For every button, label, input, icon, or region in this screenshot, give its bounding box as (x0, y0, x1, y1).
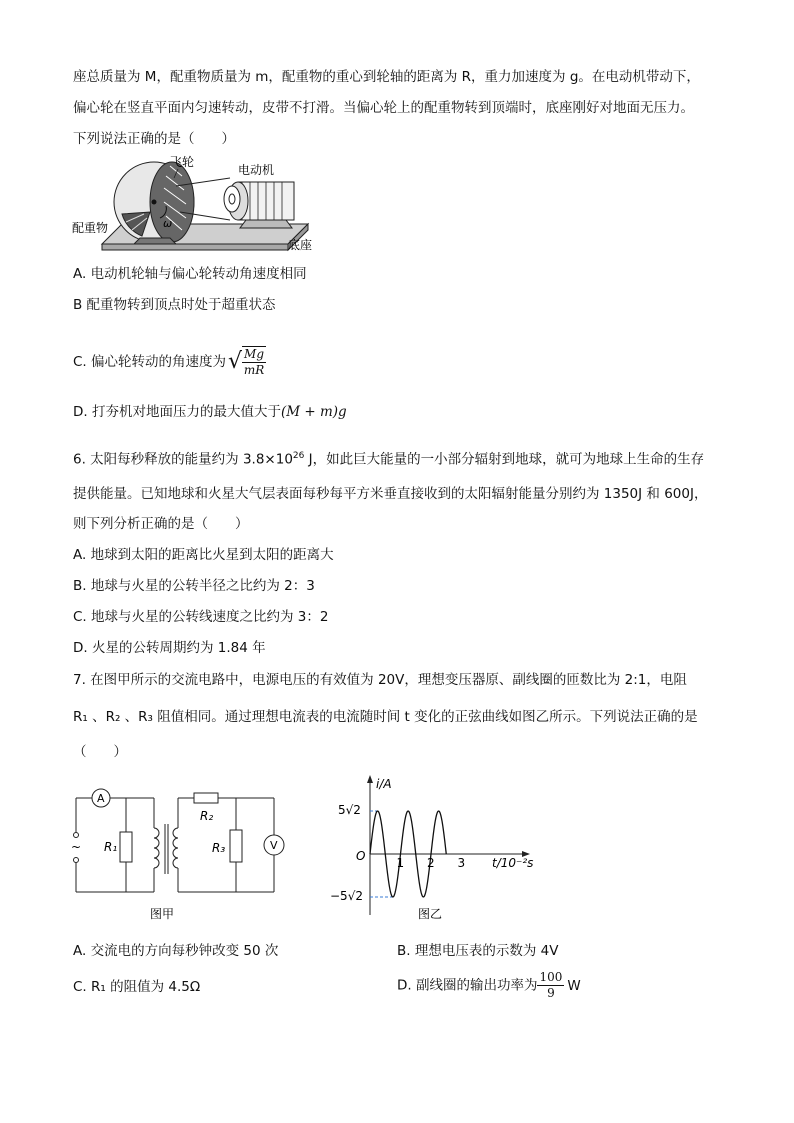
q5-stem-line3: 下列说法正确的是（ ） (73, 131, 235, 147)
q5-option-b: B 配重物转到顶点时处于超重状态 (73, 297, 276, 313)
x-tick-label: 2 (427, 856, 435, 870)
q7-d-unit: W (567, 977, 581, 994)
circuit-diagram (68, 780, 298, 925)
q7-option-d-text: D. 副线圈的输出功率为 (397, 977, 538, 994)
q6-option-c: C. 地球与火星的公转线速度之比约为 3：2 (73, 609, 329, 625)
current-time-graph (320, 770, 540, 930)
q7-option-c: C. R₁ 的阻值为 4.5Ω (73, 979, 201, 995)
x-tick-label: 1 (396, 856, 405, 870)
source-symbol: ~ (71, 840, 82, 854)
rammer-machine-figure (70, 152, 330, 260)
graph-caption: 图乙 (418, 907, 443, 921)
y-min-label: −5√2 (330, 889, 363, 903)
x-tick-label: 3 (457, 856, 466, 870)
circuit-caption: 图甲 (150, 907, 175, 921)
q5-c-numerator: Mg (244, 347, 265, 361)
y-axis-label: i/A (376, 777, 392, 791)
origin-label: O (356, 849, 366, 863)
q6-option-a: A. 地球到太阳的距离比火星到太阳的距离大 (73, 547, 334, 563)
base-label: 底座 (288, 238, 313, 252)
x-axis-label: t/10⁻²s (492, 856, 534, 870)
q5-stem-line1: 座总质量为 M，配重物质量为 m，配重物的重心到轮轴的距离为 R，重力加速度为 g。在电动机带动下， (73, 69, 700, 85)
motor-label: 电动机 (238, 163, 275, 177)
q6-stem-line1 (73, 447, 704, 469)
q7-stem-line3: （ ） (73, 744, 127, 760)
q7-stem-line1: 7. 在图甲所示的交流电路中，电源电压的有效值为 20V，理想变压器原、副线圈的匝数比为 2:1，电阻 (73, 672, 687, 688)
r3-label: R₃ (212, 841, 226, 855)
flywheel-label: 飞轮 (170, 155, 195, 169)
q5-option-c (73, 346, 266, 378)
q6-option-d: D. 火星的公转周期约为 1.84 年 (73, 640, 266, 656)
motor (224, 182, 294, 228)
q7-d-numerator: 100 (539, 970, 563, 984)
q6-stem-line3: 则下列分析正确的是（ ） (73, 516, 249, 532)
q7-option-a: A. 交流电的方向每秒钟改变 50 次 (73, 943, 279, 959)
r2-label: R₂ (200, 809, 214, 823)
q5-c-denominator: mR (243, 363, 265, 377)
q7-d-denominator: 9 (547, 986, 555, 1000)
sqrt-sign: √ (228, 349, 243, 374)
q5-option-d-expr: (M + m)g (280, 404, 347, 420)
q5-stem-line2: 偏心轮在竖直平面内匀速转动，皮带不打滑。当偏心轮上的配重物转到顶端时，底座刚好对地面无压力。 (73, 100, 694, 116)
q5-option-d (73, 403, 347, 421)
q6-line1-a: 6. 太阳每秒释放的能量约为 3.8×10 (73, 451, 293, 468)
q6-exponent: 26 (292, 451, 305, 461)
q5-option-c-text: C. 偏心轮转动的角速度为 (73, 354, 227, 370)
y-max-label: 5√2 (338, 803, 361, 817)
q5-option-a: A. 电动机轮轴与偏心轮转动角速度相同 (73, 266, 307, 282)
q6-stem-line2: 提供能量。已知地球和火星大气层表面每秒每平方米垂直接收到的太阳辐射能量分别约为 1350J 和 600J， (73, 486, 708, 502)
q6-option-b: B. 地球与火星的公转半径之比约为 2：3 (73, 578, 315, 594)
q7-option-b: B. 理想电压表的示数为 4V (397, 943, 559, 959)
r1-label: R₁ (104, 840, 118, 854)
q6-line1-b: J，如此巨大能量的一小部分辐射到地球，就可为地球上生命的生存 (304, 451, 705, 468)
q7-stem-line2: R₁ 、R₂ 、R₃ 阻值相同。通过理想电流表的电流随时间 t 变化的正弦曲线如图乙所示。下列说法正确的是 (73, 709, 698, 725)
counterweight-label: 配重物 (72, 221, 109, 235)
ammeter-label: A (97, 792, 105, 805)
omega-label: ω (163, 217, 173, 230)
q5-option-d-text: D. 打夯机对地面压力的最大值大于 (73, 404, 281, 420)
voltmeter-label: V (270, 839, 278, 852)
q7-option-d (397, 970, 581, 1001)
